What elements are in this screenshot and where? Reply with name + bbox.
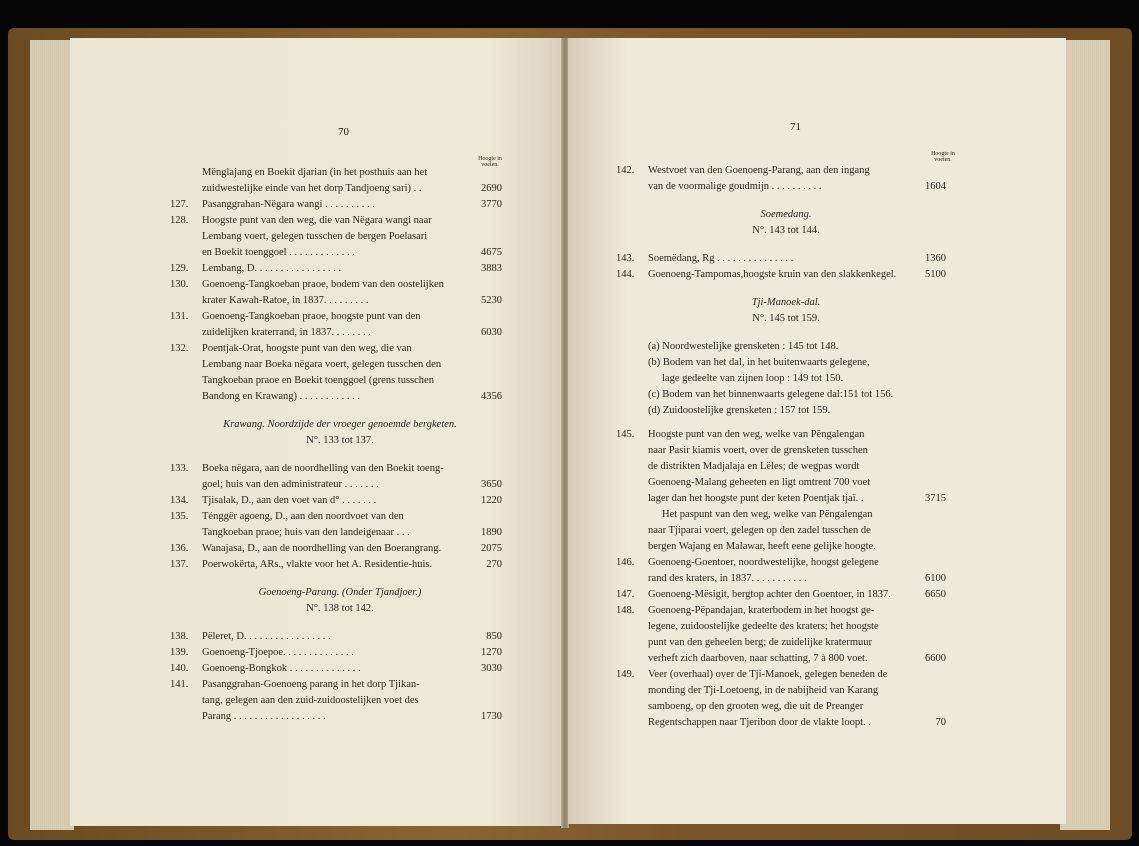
entry-number: 136. — [170, 543, 189, 554]
entry-text-line: Goenoeng-Bongkok . . . . . . . . . . . . . . — [202, 663, 361, 674]
height-value: 6600 — [925, 653, 946, 664]
height-column-header: Hoogte in voeten. — [931, 151, 955, 163]
section-title: Soemedang. — [760, 209, 812, 220]
entry-text-line: Soemëdang, Rg . . . . . . . . . . . . . . . — [648, 253, 794, 264]
entry-text-line: monding der Tji-Loetoeng, in de nabijheid van Karang — [648, 685, 879, 696]
entry-number: 128. — [170, 215, 189, 226]
entry-text-line: bergen Wajang en Malawar, heeft eene gelijke hoogte. — [648, 541, 876, 552]
entry-text-line: Goenoeng-Tampomas,hoogste kruin van den slakkenkegel. — [648, 269, 897, 280]
entry-text-line: Hoogste punt van den weg, die van Nëgara wangi naar — [202, 215, 432, 226]
height-value: 3770 — [481, 199, 502, 210]
section-title: Goenoeng-Parang. (Onder Tjandjoer.) — [258, 587, 422, 598]
entry-text-line: Parang . . . . . . . . . . . . . . . . . . — [202, 711, 326, 722]
height-value: 3030 — [481, 663, 502, 674]
height-value: 1270 — [481, 647, 502, 658]
entry-text-line: Poerwokërta, ARs., vlakte voor het A. Residentie-huis. — [202, 559, 433, 570]
height-value: 4356 — [481, 391, 502, 402]
height-value: 2690 — [481, 183, 502, 194]
section-range: N°. 145 tot 159. — [752, 313, 820, 324]
page-number: 71 — [790, 121, 801, 133]
section-title: Tji-Manoek-dal. — [751, 297, 821, 308]
entry-number: 139. — [170, 647, 189, 658]
entry-number: 143. — [616, 253, 635, 264]
entry-text-line: Lembang voert, gelegen tusschen de bergen Poelasari — [202, 231, 428, 242]
entry-text-line: Tangkoeban praoe en Boekit toenggoel (grens tusschen — [202, 375, 434, 386]
entry-text-line: Goenoeng-Malang geheeten en ligt omtrent 700 voet — [648, 477, 871, 488]
entry-text-line: Bandong en Krawang) . . . . . . . . . . . . — [202, 391, 361, 402]
entry-text-line: Wanajasa, D., aan de noordhelling van den Boerangrang. — [202, 543, 442, 554]
entry-text-line: verheft zich daarboven, naar schatting, 7 à 800 voet. — [648, 653, 868, 664]
section-range: N°. 133 tot 137. — [306, 435, 374, 446]
entry-text-line: Goenoeng-Tangkoeban praoe, bodem van den oostelijken — [202, 279, 444, 290]
entry-number: 141. — [170, 679, 189, 690]
height-value: 1220 — [481, 495, 502, 506]
entry-text-line: Hoogste punt van den weg, welke van Pëngalengan — [648, 429, 865, 440]
section-range: N°. 143 tot 144. — [752, 225, 820, 236]
height-column-header: Hoogte in voeten. — [478, 156, 502, 168]
entry-text-line: naar Tjiparai voert, gelegen op den zadel tusschen de — [648, 525, 871, 536]
entry-number: 135. — [170, 511, 189, 522]
height-value: 1360 — [925, 253, 946, 264]
section-title: Krawang. Noordzijde der vroeger genoemde bergketen. — [223, 419, 457, 430]
dal-subdivision-note: lage gedeelte van zijnen loop : 149 tot 150. — [662, 373, 844, 384]
entry-text-line: Goenoeng-Tjoepoe. . . . . . . . . . . . . . — [202, 647, 354, 658]
entry-text-line: Ténggër agoeng, D., aan den noordvoet van den — [202, 511, 404, 522]
height-value: 70 — [935, 717, 946, 728]
entry-number: 145. — [616, 429, 635, 440]
entry-text-line: Pasanggrahan-Nëgara wangi . . . . . . . . . . — [202, 199, 375, 210]
height-value: 1604 — [925, 181, 946, 192]
entry-number: 137. — [170, 559, 189, 570]
entry-text-line: en Boekit toenggoel . . . . . . . . . . . . . — [202, 247, 355, 258]
entry-text-line: Het paspunt van den weg, welke van Pëngalengan — [662, 509, 873, 520]
entry-text-line: van de voormalige goudmijn . . . . . . . . . . — [648, 181, 822, 192]
page-number: 70 — [338, 126, 349, 138]
entry-text-line: Goenoeng-Tangkoeban praoe, hoogste punt van den — [202, 311, 421, 322]
entry-number: 149. — [616, 669, 635, 680]
entry-text-line: lager dan het hoogste punt der keten Poentjak tjaï. . — [648, 493, 864, 504]
height-value: 270 — [486, 559, 502, 570]
entry-text-line: Lembang, D. . . . . . . . . . . . . . . . . — [202, 263, 342, 274]
entry-text-line: Lembang naar Boeka nëgara voert, gelegen tusschen den — [202, 359, 442, 370]
entry-text-line: naar Pasir kiamis voert, over de grensketen tusschen — [648, 445, 868, 456]
height-value: 3883 — [481, 263, 502, 274]
entry-text-line: legene, zuidoostelijke gedeelte des kraters; het hoogste — [648, 621, 879, 632]
entry-text-line: Goenoeng-Goentoer, noordwestelijke, hoogst gelegene — [648, 557, 879, 568]
height-value: 2075 — [481, 543, 502, 554]
height-value: 850 — [486, 631, 502, 642]
entry-text-line: Boeka nëgara, aan de noordhelling van den Boekit toeng- — [202, 463, 444, 474]
entry-text-line: Veer (overhaal) over de Tji-Manoek, gelegen beneden de — [648, 669, 888, 680]
entry-text-line: goel; huis van den administrateur . . . . . . . — [202, 479, 379, 490]
entry-text-line: de distrikten Madjalaja en Lëles; de wegpas wordt — [648, 461, 860, 472]
entry-text-line: Poentjak-Orat, hoogste punt van den weg, die van — [202, 343, 412, 354]
right-page — [568, 38, 1066, 824]
entry-number: 129. — [170, 263, 189, 274]
height-value: 4675 — [481, 247, 502, 258]
height-value: 5100 — [925, 269, 946, 280]
entry-number: 142. — [616, 165, 635, 176]
entry-text-line: krater Kawah-Ratoe, in 1837. . . . . . . . . — [202, 295, 369, 306]
entry-text-line: Goenoeng-Pëpandajan, kraterbodem in het hoogst ge- — [648, 605, 875, 616]
entry-number: 132. — [170, 343, 189, 354]
entry-text-line: Tjisalak, D., aan den voet van d° . . . . . . . — [202, 495, 377, 506]
entry-number: 146. — [616, 557, 635, 568]
height-value: 3715 — [925, 493, 946, 504]
entry-number: 140. — [170, 663, 189, 674]
entry-text-line: punt van den geheelen berg; de zuidelijke kratermuur — [648, 637, 873, 648]
entry-text-line: Mënglajang en Boekit djarian (in het posthuis aan het — [202, 167, 428, 178]
entry-number: 138. — [170, 631, 189, 642]
entry-number: 131. — [170, 311, 189, 322]
dal-subdivision-note: (c) Bodem van het binnenwaarts gelegene dal:151 tot 156. — [648, 389, 894, 400]
entry-text-line: Regentschappen naar Tjeribon door de vlakte loopt. . — [648, 717, 871, 728]
entry-number: 144. — [616, 269, 635, 280]
entry-number: 134. — [170, 495, 189, 506]
entry-text-line: Westvoet van den Goenoeng-Parang, aan den ingang — [648, 165, 870, 176]
height-value: 6650 — [925, 589, 946, 600]
height-value: 6100 — [925, 573, 946, 584]
entry-number: 127. — [170, 199, 189, 210]
dal-subdivision-note: (b) Bodem van het dal, in het buitenwaarts gelegene, — [648, 357, 870, 368]
entry-text-line: rand des kraters, in 1837. . . . . . . . . . . — [648, 573, 807, 584]
height-value: 1730 — [481, 711, 502, 722]
left-page — [70, 38, 562, 826]
entry-text-line: zuidelijken kraterrand, in 1837. . . . . . . . — [202, 327, 371, 338]
entry-number: 133. — [170, 463, 189, 474]
page-edges-left — [30, 40, 74, 830]
entry-text-line: tang, gelegen aan den zuid-zuidoostelijken voet des — [202, 695, 419, 706]
entry-number: 130. — [170, 279, 189, 290]
height-value: 6030 — [481, 327, 502, 338]
dal-subdivision-note: (a) Noordwestelijke grensketen : 145 tot 148. — [648, 341, 839, 352]
page-edges-right — [1060, 40, 1110, 830]
entry-text-line: Pasanggrahan-Goenoeng parang in het dorp Tjikan- — [202, 679, 420, 690]
entry-number: 148. — [616, 605, 635, 616]
entry-text-line: Pëleret, D. . . . . . . . . . . . . . . . . — [202, 631, 331, 642]
entry-text-line: Tangkoeban praoe; huis van den landeigenaar . . . — [202, 527, 410, 538]
height-value: 5230 — [481, 295, 502, 306]
entry-text-line: samboeng, op den grooten weg, die uit de Preanger — [648, 701, 864, 712]
entry-text-line: zuidwestelijke einde van het dorp Tandjoeng sari) . . — [202, 183, 422, 194]
entry-number: 147. — [616, 589, 635, 600]
section-range: N°. 138 tot 142. — [306, 603, 374, 614]
entry-text-line: Goenoeng-Mësigit, bergtop achter den Goentoer, in 1837. — [648, 589, 891, 600]
height-value: 1890 — [481, 527, 502, 538]
dal-subdivision-note: (d) Zuidoostelijke grensketen : 157 tot 159. — [648, 405, 831, 416]
height-value: 3650 — [481, 479, 502, 490]
